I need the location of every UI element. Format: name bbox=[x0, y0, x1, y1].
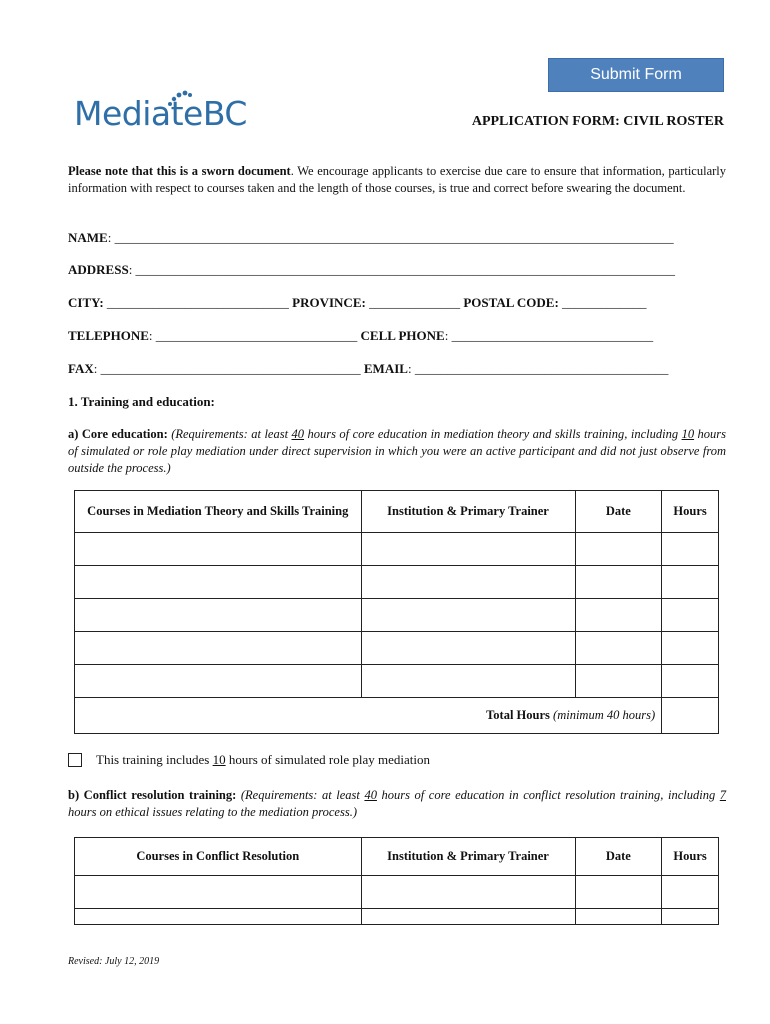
core-req-text-1: (Requirements: at least bbox=[167, 427, 292, 441]
table-row[interactable] bbox=[75, 876, 719, 909]
checkbox-label bbox=[96, 752, 430, 768]
total-hours-note: (minimum 40 hours) bbox=[549, 708, 656, 722]
conflict-req-text-1: (Requirements: at least bbox=[236, 788, 365, 802]
telephone-cell-row[interactable]: TELEPHONE: _______________________________ CELL PHONE: _______________________________ bbox=[68, 328, 654, 343]
core-req-text-3: hours of simulated or role play mediation under direct supervision in which you were an active participant and did not just observe from outside the process.) bbox=[68, 427, 727, 475]
conflict-resolution-label: b) Conflict resolution training: bbox=[68, 788, 237, 802]
conflict-resolution-requirements bbox=[68, 787, 726, 821]
core-education-requirements bbox=[68, 426, 726, 477]
city-province-postal-row[interactable]: CITY: ____________________________ PROVINCE: ______________ POSTAL CODE: _____________ bbox=[68, 295, 647, 310]
name-label: NAME bbox=[68, 230, 108, 245]
core-hours-10: 10 bbox=[681, 427, 695, 441]
col-institution-trainer: Institution & Primary Trainer bbox=[361, 838, 575, 876]
logo-text: MediateBC bbox=[74, 94, 247, 133]
core-req-text-2: hours of core education in mediation theory and skills training, including bbox=[304, 427, 682, 441]
name-field[interactable]: NAME: ______________________________________________________________________________________ bbox=[68, 230, 674, 245]
intro-bold-lead: Please note that this is a sworn document bbox=[68, 164, 291, 178]
checkbox-text-2: hours of simulated role play mediation bbox=[225, 752, 430, 767]
intro-paragraph bbox=[68, 163, 726, 197]
total-hours-cell bbox=[75, 698, 662, 734]
email-label: EMAIL bbox=[363, 361, 408, 376]
col-hours: Hours bbox=[662, 491, 719, 533]
col-courses-mediation: Courses in Mediation Theory and Skills Training bbox=[75, 491, 362, 533]
address-field[interactable]: ADDRESS: ___________________________________________________________________________________ bbox=[68, 262, 676, 277]
col-institution-trainer: Institution & Primary Trainer bbox=[361, 491, 575, 533]
col-courses-conflict: Courses in Conflict Resolution bbox=[75, 838, 362, 876]
col-date: Date bbox=[575, 838, 662, 876]
form-title: APPLICATION FORM: CIVIL ROSTER bbox=[471, 114, 724, 129]
telephone-label: TELEPHONE bbox=[68, 328, 149, 343]
table-row[interactable] bbox=[75, 665, 719, 698]
col-hours: Hours bbox=[662, 838, 719, 876]
total-hours-input[interactable] bbox=[662, 698, 719, 734]
conflict-hours-40: 40 bbox=[364, 788, 377, 802]
col-date: Date bbox=[575, 491, 662, 533]
revised-date: Revised: July 12, 2019 bbox=[68, 956, 160, 967]
table-row[interactable] bbox=[75, 566, 719, 599]
core-education-label: a) Core education: bbox=[68, 427, 168, 441]
table-row[interactable] bbox=[75, 909, 719, 925]
conflict-resolution-table bbox=[74, 837, 719, 925]
table-row[interactable] bbox=[75, 632, 719, 665]
section-1-heading: 1. Training and education: bbox=[68, 394, 215, 409]
conflict-req-text-3: hours on ethical issues relating to the mediation process.) bbox=[68, 805, 357, 819]
fax-email-row[interactable]: FAX: ________________________________________ EMAIL: _______________________________________ bbox=[68, 361, 669, 376]
conflict-hours-7: 7 bbox=[719, 788, 727, 802]
address-label: ADDRESS bbox=[68, 262, 129, 277]
table-row[interactable] bbox=[75, 533, 719, 566]
cell-phone-label: CELL PHONE bbox=[360, 328, 445, 343]
intro-text: . We encourage applicants to exercise due care to ensure that information, particularly information with respect to courses taken and the length of those courses, is true and correct before swearing the document. bbox=[68, 164, 727, 195]
submit-form-button[interactable]: Submit Form bbox=[548, 58, 724, 92]
city-label: CITY: bbox=[68, 295, 104, 310]
core-education-table bbox=[74, 490, 719, 734]
postal-code-label: POSTAL CODE: bbox=[463, 295, 559, 310]
conflict-req-text-2: hours of core education in conflict resolution training, including bbox=[376, 788, 720, 802]
core-hours-40: 40 bbox=[291, 427, 305, 441]
total-hours-label: Total Hours bbox=[486, 708, 550, 722]
table-row[interactable] bbox=[75, 599, 719, 632]
checkbox-text-1: This training includes bbox=[96, 752, 213, 767]
province-label: PROVINCE: bbox=[292, 295, 366, 310]
simulated-mediation-checkbox-row[interactable] bbox=[68, 752, 430, 768]
checkbox-hours: 10 bbox=[212, 752, 226, 767]
simulated-mediation-checkbox[interactable] bbox=[68, 753, 82, 767]
fax-label: FAX bbox=[68, 361, 94, 376]
